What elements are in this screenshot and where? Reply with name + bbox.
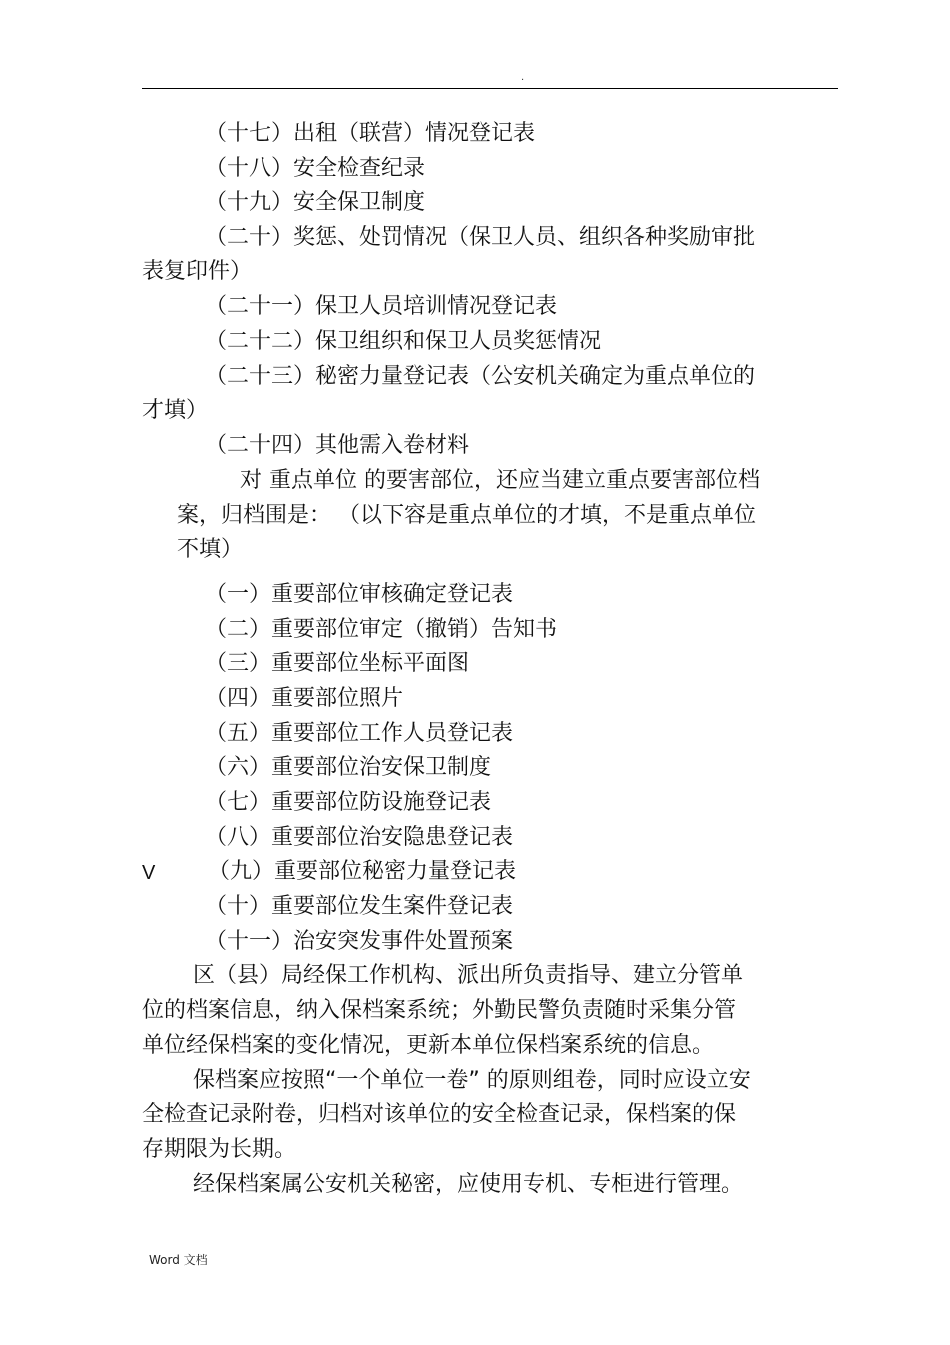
text-line: （二十三）秘密力量登记表（公安机关确定为重点单位的 [205, 364, 756, 389]
footer-label: Word 文档 [149, 1253, 208, 1267]
text-line: 全检查记录附卷，归档对该单位的安全检查记录，保档案的保 [142, 1102, 737, 1127]
text-line: （七）重要部位防设施登记表 [205, 790, 492, 815]
text-line: （二）重要部位审定（撤销）告知书 [205, 617, 558, 642]
header-mark: . [521, 72, 525, 83]
text-line: 保档案应按照“一个单位一卷” 的原则组卷，同时应设立安 [193, 1068, 751, 1093]
text-line: 经保档案属公安机关秘密，应使用专机、专柜进行管理。 [193, 1172, 744, 1197]
text-line: （十一）治安突发事件处置预案 [205, 929, 514, 954]
text-line: 区（县）局经保工作机构、派出所负责指导、建立分管单 [193, 963, 744, 988]
text-line: （二十一）保卫人员培训情况登记表 [205, 294, 558, 319]
text-line: （五）重要部位工作人员登记表 [205, 721, 514, 746]
header-rule [142, 88, 838, 89]
margin-mark: V [142, 862, 156, 884]
text-line: （十八）安全检查纪录 [205, 156, 426, 181]
text-line: （二十二）保卫组织和保卫人员奖惩情况 [205, 329, 602, 354]
text-line: （十七）出租（联营）情况登记表 [205, 121, 536, 146]
text-line: （四）重要部位照片 [205, 686, 404, 711]
text-line: （二十）奖惩、处罚情况（保卫人员、组织各种奖励审批 [205, 225, 756, 250]
text-line: 位的档案信息，纳入保档案系统；外勤民警负责随时采集分管 [142, 998, 737, 1023]
text-line: （九）重要部位秘密力量登记表 [208, 859, 517, 884]
text-line: （三）重要部位坐标平面图 [205, 651, 470, 676]
text-line: （八）重要部位治安隐患登记表 [205, 825, 514, 850]
text-line: 单位经保档案的变化情况，更新本单位保档案系统的信息。 [142, 1033, 715, 1058]
text-line: （六）重要部位治安保卫制度 [205, 755, 492, 780]
text-line: （十）重要部位发生案件登记表 [205, 894, 514, 919]
text-line: 案，归档围是： （以下容是重点单位的才填，不是重点单位 [177, 503, 756, 528]
text-line: 表复印件） [142, 259, 253, 284]
text-line: （十九）安全保卫制度 [205, 190, 426, 215]
text-line: 对 重点单位 的要害部位，还应当建立重点要害部位档 [240, 468, 760, 493]
text-line: （二十四）其他需入卷材料 [205, 433, 470, 458]
text-line: 不填） [177, 537, 244, 562]
text-line: 才填） [142, 398, 209, 423]
text-line: 存期限为长期。 [142, 1137, 297, 1162]
text-line: （一）重要部位审核确定登记表 [205, 582, 514, 607]
